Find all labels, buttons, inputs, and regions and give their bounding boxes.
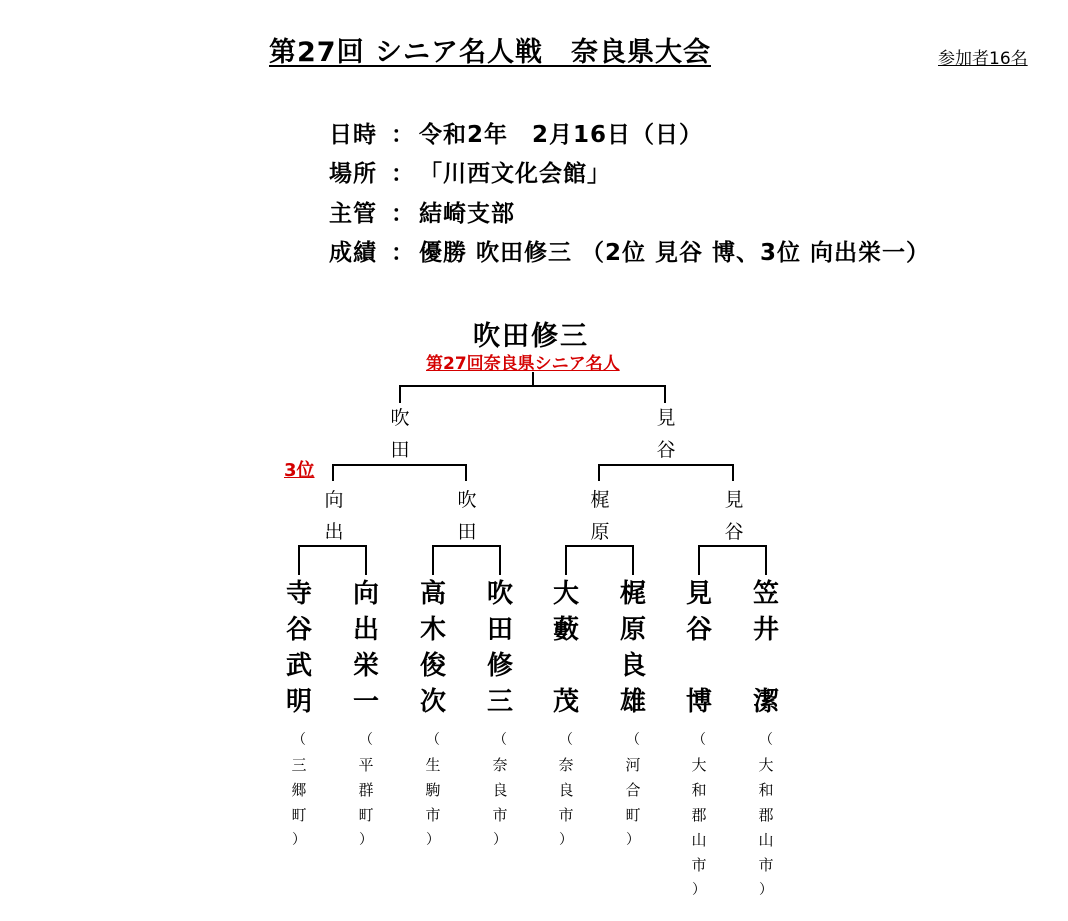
- location-char: 奈: [558, 756, 574, 774]
- info-value: 令和2年 2月16日（日）: [419, 122, 704, 148]
- player-location-2: [351, 728, 381, 853]
- name-char: 良: [619, 651, 646, 681]
- name-char: 吹: [486, 579, 513, 609]
- paren-char: （: [359, 732, 373, 748]
- name-char: 出: [352, 615, 379, 645]
- name-char: 三: [486, 687, 513, 717]
- semi-entry-3: [587, 484, 613, 548]
- paren-char: （: [493, 732, 507, 748]
- final-entry-left: [387, 402, 413, 466]
- name-char: 田: [390, 439, 410, 461]
- info-separator: ：: [391, 201, 415, 227]
- info-value: 「川西文化会館」: [419, 161, 611, 187]
- player-name-6: [615, 576, 651, 720]
- location-char: 山: [691, 831, 707, 849]
- player-name-3: [415, 576, 451, 720]
- paren-char: （: [692, 732, 706, 748]
- info-label: 主管: [329, 201, 377, 227]
- page-title: 第27回 シニア名人戦 奈良県大会: [269, 37, 711, 68]
- name-char: [548, 648, 584, 684]
- third-place-label: 3位: [284, 460, 315, 481]
- paren-char: （: [292, 732, 306, 748]
- location-char: 三: [291, 756, 307, 774]
- name-char: 明: [285, 687, 312, 717]
- name-char: 大: [552, 579, 579, 609]
- location-char: 市: [691, 856, 707, 874]
- player-location-1: [284, 728, 314, 853]
- name-char: 雄: [619, 687, 646, 717]
- location-char: 市: [492, 806, 508, 824]
- final-entry-right: [653, 402, 679, 466]
- paren-char: （: [559, 732, 573, 748]
- name-char: 出: [324, 521, 344, 543]
- player-name-2: [348, 576, 384, 720]
- name-char: 吹: [390, 407, 410, 429]
- name-char: 次: [419, 687, 446, 717]
- location-char: 和: [691, 781, 707, 799]
- location-char: 市: [425, 806, 441, 824]
- name-char: 谷: [285, 615, 312, 645]
- bracket-line: [599, 465, 733, 481]
- location-char: 群: [358, 781, 374, 799]
- paren-char: ）: [426, 832, 440, 848]
- location-char: 和: [758, 781, 774, 799]
- participant-count: 参加者16名: [938, 49, 1028, 69]
- name-char: 谷: [724, 521, 744, 543]
- info-label: 日時: [329, 122, 377, 148]
- location-char: 山: [758, 831, 774, 849]
- player-name-4: [482, 576, 518, 720]
- paren-char: ）: [559, 832, 573, 848]
- info-value: 優勝 吹田修三 （2位 見谷 博、3位 向出栄一）: [419, 240, 931, 266]
- paren-char: ）: [759, 882, 773, 898]
- name-char: 武: [285, 651, 312, 681]
- semi-entry-2: [454, 484, 480, 548]
- player-location-5: [551, 728, 581, 853]
- name-char: 潔: [752, 687, 779, 717]
- bracket-line: [299, 546, 366, 575]
- info-value: 結崎支部: [419, 201, 515, 227]
- location-char: 奈: [492, 756, 508, 774]
- location-char: 町: [291, 806, 307, 824]
- paren-char: ）: [692, 882, 706, 898]
- name-char: 向: [324, 489, 344, 511]
- paren-char: ）: [493, 832, 507, 848]
- name-char: 寺: [285, 579, 312, 609]
- location-char: 大: [758, 756, 774, 774]
- bracket-line: [333, 465, 466, 481]
- name-char: 田: [486, 615, 513, 645]
- name-char: 谷: [656, 439, 676, 461]
- name-char: 博: [685, 687, 712, 717]
- bracket-line: [566, 546, 633, 575]
- paren-char: （: [759, 732, 773, 748]
- champion-name: 吹田修三: [473, 321, 589, 352]
- location-char: 郡: [758, 806, 774, 824]
- location-char: 駒: [425, 781, 441, 799]
- location-char: 良: [492, 781, 508, 799]
- location-char: 河: [625, 756, 641, 774]
- name-char: 見: [656, 407, 676, 429]
- name-char: 笠: [752, 579, 779, 609]
- name-char: 原: [590, 521, 610, 543]
- semi-entry-4: [721, 484, 747, 548]
- name-char: 栄: [352, 651, 379, 681]
- paren-char: （: [426, 732, 440, 748]
- location-char: 郡: [691, 806, 707, 824]
- player-location-6: [618, 728, 648, 853]
- location-char: 合: [625, 781, 641, 799]
- location-char: 生: [425, 756, 441, 774]
- player-name-7: [681, 576, 717, 720]
- name-char: 原: [619, 615, 646, 645]
- player-name-5: [548, 576, 584, 720]
- name-char: 吹: [457, 489, 477, 511]
- player-location-3: [418, 728, 448, 853]
- name-char: 俊: [419, 651, 446, 681]
- name-char: 見: [724, 489, 744, 511]
- location-char: 市: [558, 806, 574, 824]
- info-label: 場所: [329, 161, 377, 187]
- info-label: 成績: [329, 240, 377, 266]
- player-location-8: [751, 728, 781, 903]
- name-char: 梶: [619, 579, 646, 609]
- location-char: 大: [691, 756, 707, 774]
- location-char: 郷: [291, 781, 307, 799]
- name-char: 木: [419, 615, 446, 645]
- info-separator: ：: [391, 122, 415, 148]
- name-char: [748, 648, 784, 684]
- player-name-8: [748, 576, 784, 720]
- player-name-1: [281, 576, 317, 720]
- location-char: 町: [358, 806, 374, 824]
- location-char: 良: [558, 781, 574, 799]
- player-location-4: [485, 728, 515, 853]
- name-char: [681, 648, 717, 684]
- name-char: 一: [352, 687, 379, 717]
- name-char: 谷: [685, 615, 712, 645]
- bracket-line: [433, 546, 500, 575]
- bracket-line: [400, 386, 665, 403]
- paren-char: （: [626, 732, 640, 748]
- info-separator: ：: [391, 240, 415, 266]
- name-char: 田: [457, 521, 477, 543]
- location-char: 町: [625, 806, 641, 824]
- bracket-line: [699, 546, 766, 575]
- name-char: 向: [352, 579, 379, 609]
- name-char: 茂: [552, 687, 579, 717]
- info-separator: ：: [391, 161, 415, 187]
- paren-char: ）: [626, 832, 640, 848]
- name-char: 高: [419, 579, 446, 609]
- paren-char: ）: [292, 832, 306, 848]
- name-char: 梶: [590, 489, 610, 511]
- name-char: 藪: [552, 615, 579, 645]
- paren-char: ）: [359, 832, 373, 848]
- location-char: 平: [358, 756, 374, 774]
- location-char: 市: [758, 856, 774, 874]
- name-char: 見: [685, 579, 712, 609]
- player-location-7: [684, 728, 714, 903]
- semi-entry-1: [321, 484, 347, 548]
- champion-title: 第27回奈良県シニア名人: [426, 354, 620, 374]
- name-char: 井: [752, 615, 779, 645]
- name-char: 修: [486, 651, 513, 681]
